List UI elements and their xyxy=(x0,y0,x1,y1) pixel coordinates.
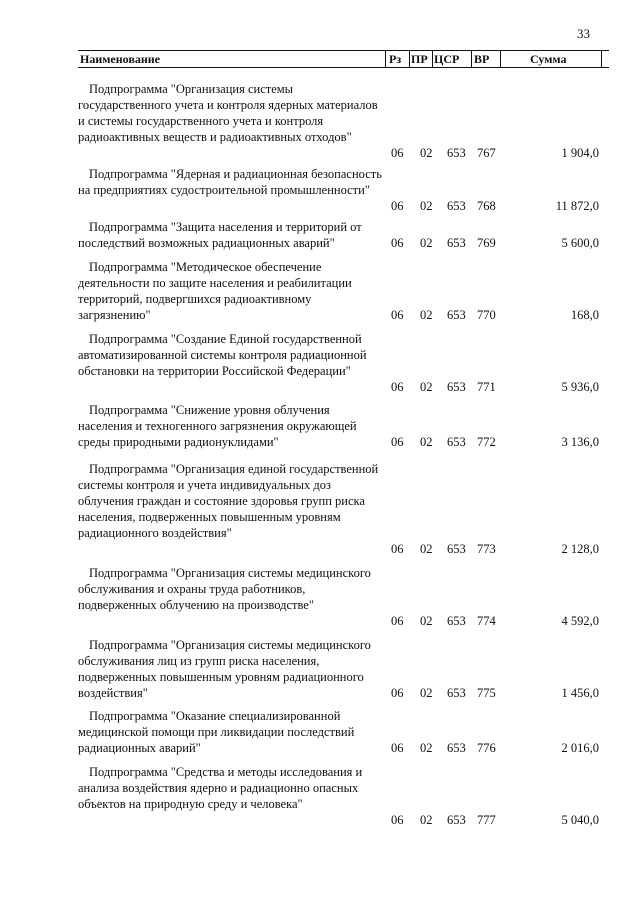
row-rz: 06 xyxy=(391,199,404,213)
row-sum: 1 904,0 xyxy=(561,146,599,160)
row-vr: 773 xyxy=(477,542,496,556)
row-csr: 653 xyxy=(447,614,466,628)
row-sum: 168,0 xyxy=(570,308,599,322)
row-rz: 06 xyxy=(391,813,404,827)
header-divider xyxy=(385,50,386,67)
row-pr: 02 xyxy=(420,435,433,449)
row-pr: 02 xyxy=(420,813,433,827)
header-divider xyxy=(471,50,472,67)
row-rz: 06 xyxy=(391,686,404,700)
row-vr: 768 xyxy=(477,199,496,213)
row-pr: 02 xyxy=(420,236,433,250)
row-sum: 3 136,0 xyxy=(561,435,599,449)
row-rz: 06 xyxy=(391,236,404,250)
page-number: 33 xyxy=(577,26,590,41)
row-csr: 653 xyxy=(447,308,466,322)
row-pr: 02 xyxy=(420,146,433,160)
header-name: Наименование xyxy=(80,52,160,66)
row-sum: 2 128,0 xyxy=(561,542,599,556)
row-name: Подпрограмма "Методическое обеспечение деятельности по защите населения и реабилитации территорий, подвергшихся радиоактивному загрязнению" xyxy=(78,260,352,322)
row-csr: 653 xyxy=(447,542,466,556)
row-name: Подпрограмма "Оказание специализированной медицинской помощи при ликвидации последствий радиационных аварий" xyxy=(78,709,355,755)
row-pr: 02 xyxy=(420,199,433,213)
row-name: Подпрограмма "Защита населения и территорий от последствий возможных радиационных аварий" xyxy=(78,220,362,250)
row-vr: 770 xyxy=(477,308,496,322)
row-rz: 06 xyxy=(391,146,404,160)
row-rz: 06 xyxy=(391,308,404,322)
row-csr: 653 xyxy=(447,380,466,394)
row-sum: 2 016,0 xyxy=(561,741,599,755)
row-pr: 02 xyxy=(420,380,433,394)
row-name: Подпрограмма "Создание Единой государственной автоматизированной системы контроля радиационной обстановки на территории Российской Федерации" xyxy=(78,332,367,378)
row-pr: 02 xyxy=(420,741,433,755)
row-rz: 06 xyxy=(391,380,404,394)
row-name: Подпрограмма "Организация системы медицинского обслуживания и охраны труда работников, подверженных облучению на производстве" xyxy=(78,566,371,612)
header-pr: ПР xyxy=(411,52,428,66)
header-sum: Сумма xyxy=(530,52,567,66)
header-rz: Рз xyxy=(389,52,402,66)
row-pr: 02 xyxy=(420,308,433,322)
row-name: Подпрограмма "Ядерная и радиационная безопасность на предприятиях судостроительной промышленности" xyxy=(78,167,382,197)
row-rz: 06 xyxy=(391,741,404,755)
row-vr: 774 xyxy=(477,614,496,628)
row-csr: 653 xyxy=(447,741,466,755)
row-vr: 775 xyxy=(477,686,496,700)
row-vr: 771 xyxy=(477,380,496,394)
row-csr: 653 xyxy=(447,813,466,827)
row-sum: 5 040,0 xyxy=(561,813,599,827)
row-pr: 02 xyxy=(420,686,433,700)
row-vr: 769 xyxy=(477,236,496,250)
row-csr: 653 xyxy=(447,686,466,700)
row-name: Подпрограмма "Средства и методы исследования и анализа воздействия ядерно и радиационно опасных объектов на природную среду и человека" xyxy=(78,765,363,811)
row-vr: 777 xyxy=(477,813,496,827)
header-divider xyxy=(432,50,433,67)
row-vr: 772 xyxy=(477,435,496,449)
header-divider xyxy=(500,50,501,67)
row-vr: 767 xyxy=(477,146,496,160)
row-csr: 653 xyxy=(447,146,466,160)
row-sum: 5 936,0 xyxy=(561,380,599,394)
header-divider xyxy=(601,50,602,67)
header-divider xyxy=(409,50,410,67)
row-rz: 06 xyxy=(391,542,404,556)
row-csr: 653 xyxy=(447,236,466,250)
row-rz: 06 xyxy=(391,614,404,628)
header-vr: ВР xyxy=(474,52,490,66)
row-csr: 653 xyxy=(447,435,466,449)
row-name: Подпрограмма "Снижение уровня облучения населения и техногенного загрязнения окружающей среды природными радионуклидами" xyxy=(78,403,357,449)
row-sum: 4 592,0 xyxy=(561,614,599,628)
row-name: Подпрограмма "Организация единой государственной системы контроля и учета индивидуальных доз облучения граждан и состояние здоровья групп риска населения, подверженных повышенным уровням радиационного воздействия" xyxy=(78,462,379,540)
row-pr: 02 xyxy=(420,614,433,628)
row-sum: 5 600,0 xyxy=(561,236,599,250)
header-csr: ЦСР xyxy=(434,52,460,66)
row-rz: 06 xyxy=(391,435,404,449)
row-csr: 653 xyxy=(447,199,466,213)
table-header xyxy=(78,50,609,68)
row-sum: 11 872,0 xyxy=(555,199,599,213)
row-name: Подпрограмма "Организация системы государственного учета и контроля ядерных материалов и системы государственного учета и контроля радиоактивных веществ и радиоактивных отходов" xyxy=(78,82,378,144)
row-name: Подпрограмма "Организация системы медицинского обслуживания лиц из групп риска населения, подверженных повышенным уровням радиационного воздействия" xyxy=(78,638,371,700)
row-sum: 1 456,0 xyxy=(561,686,599,700)
row-pr: 02 xyxy=(420,542,433,556)
row-vr: 776 xyxy=(477,741,496,755)
